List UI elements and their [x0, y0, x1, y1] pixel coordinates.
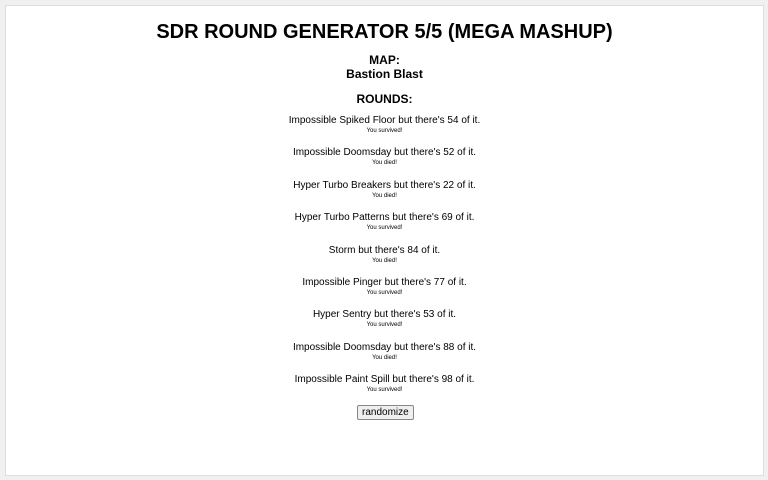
round-item: [6, 146, 763, 178]
page-title: SDR ROUND GENERATOR 5/5 (MEGA MASHUP): [156, 21, 613, 43]
randomize-button[interactable]: randomize: [357, 405, 414, 420]
round-result: You died!: [372, 354, 397, 361]
round-result: You died!: [372, 192, 397, 199]
round-item: [6, 308, 763, 340]
round-result: You survived!: [366, 322, 403, 329]
round-text: Impossible Pinger but there's 77 of it.: [302, 276, 467, 288]
round-item: [6, 373, 763, 405]
round-result: You died!: [372, 257, 397, 264]
round-text: Storm but there's 84 of it.: [328, 244, 441, 256]
rounds-list: [6, 114, 763, 406]
round-result: You survived!: [366, 387, 403, 394]
round-item: [6, 211, 763, 243]
map-label: MAP:: [369, 53, 400, 67]
round-item: [6, 244, 763, 276]
round-text: Impossible Doomsday but there's 88 of it.: [292, 341, 477, 353]
round-text: Impossible Spiked Floor but there's 54 of it.: [288, 115, 481, 126]
map-name: Bastion Blast: [346, 67, 423, 81]
round-text: Impossible Doomsday but there's 52 of it.: [292, 147, 477, 159]
rounds-label: ROUNDS:: [356, 92, 413, 106]
round-text: Impossible Paint Spill but there's 98 of it.: [294, 374, 475, 386]
round-item: [6, 276, 763, 308]
round-result: You died!: [372, 160, 397, 167]
round-text: Hyper Turbo Patterns but there's 69 of it.: [294, 212, 475, 224]
round-result: You survived!: [366, 225, 403, 232]
round-result: You survived!: [366, 289, 403, 296]
round-text: Hyper Turbo Breakers but there's 22 of it.: [293, 179, 476, 191]
round-text: Hyper Sentry but there's 53 of it.: [312, 309, 457, 321]
round-result: You survived!: [366, 128, 403, 134]
round-item: [6, 341, 763, 373]
main-card: [5, 5, 764, 476]
round-item: [6, 179, 763, 211]
round-item: [6, 114, 763, 146]
